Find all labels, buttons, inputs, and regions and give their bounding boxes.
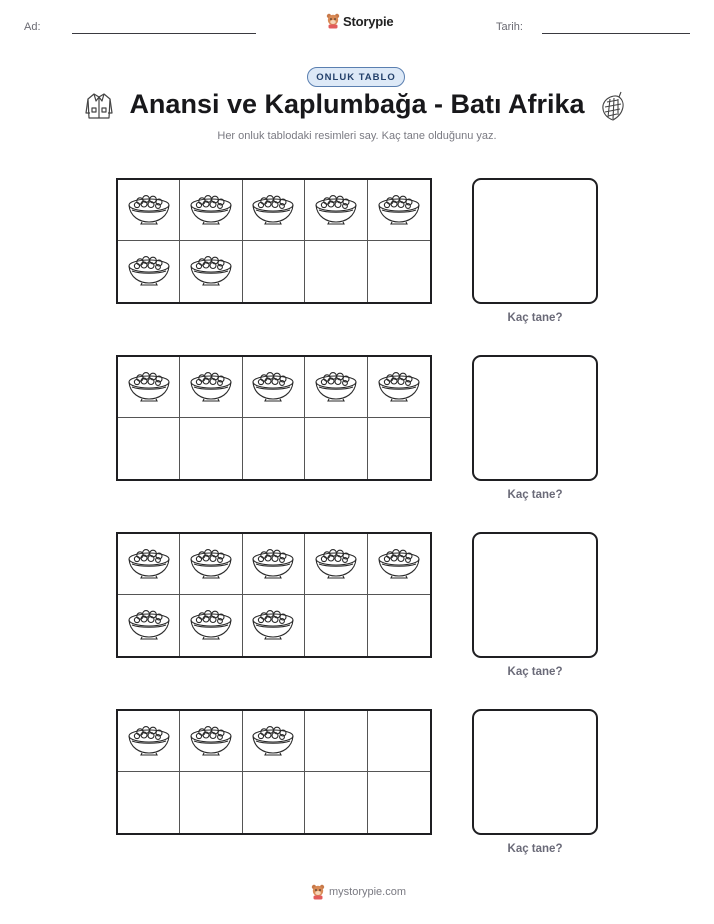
ten-frame-cell (118, 180, 180, 241)
bowl-of-food-icon (250, 191, 296, 230)
ten-frame-cell (243, 711, 305, 772)
date-label: Tarih: (496, 21, 523, 33)
bowl-of-food-icon (376, 191, 422, 230)
ten-frame-cell (305, 534, 367, 595)
worksheet-type-badge: ONLUK TABLO (307, 67, 405, 87)
bowl-of-food-icon (126, 545, 172, 584)
bowl-of-food-icon (188, 545, 234, 584)
ten-frame-cell (243, 418, 305, 479)
bear-mascot-icon (326, 13, 340, 29)
answer-box[interactable] (472, 178, 598, 304)
bowl-of-food-icon (126, 606, 172, 645)
bowl-of-food-icon (126, 191, 172, 230)
ten-frame-cell (368, 418, 430, 479)
ten-frame (116, 178, 432, 304)
ten-frame-cell (243, 357, 305, 418)
name-label: Ad: (24, 21, 41, 33)
bowl-of-food-icon (126, 368, 172, 407)
bowl-of-food-icon (376, 545, 422, 584)
ten-frame-cell (118, 357, 180, 418)
ten-frame-cell (243, 595, 305, 656)
ten-frame-cell (305, 418, 367, 479)
date-field[interactable] (542, 33, 690, 34)
ten-frame-cell (305, 180, 367, 241)
ten-frame-cell (180, 180, 242, 241)
pinecone-icon (598, 90, 628, 122)
brand-logo (326, 13, 393, 29)
ten-frame-cell (368, 534, 430, 595)
bowl-of-food-icon (188, 606, 234, 645)
bowl-of-food-icon (313, 545, 359, 584)
answer-prompt: Kaç tane? (507, 666, 563, 678)
bowl-of-food-icon (376, 368, 422, 407)
ten-frame-cell (368, 241, 430, 302)
name-field[interactable] (72, 33, 256, 34)
ten-frame (116, 532, 432, 658)
answer-prompt: Kaç tane? (507, 843, 563, 855)
answer-box[interactable] (472, 355, 598, 481)
answer-prompt: Kaç tane? (507, 312, 563, 324)
ten-frame-cell (118, 772, 180, 833)
ten-frame-cell (368, 772, 430, 833)
bowl-of-food-icon (313, 368, 359, 407)
bowl-of-food-icon (250, 606, 296, 645)
footer (311, 884, 406, 900)
ten-frame-cell (118, 534, 180, 595)
ten-frame-cell (243, 534, 305, 595)
answer-prompt: Kaç tane? (507, 489, 563, 501)
ten-frame-cell (180, 534, 242, 595)
ten-frame-cell (118, 418, 180, 479)
ten-frame-cell (368, 595, 430, 656)
ten-frame-cell (180, 711, 242, 772)
bear-mascot-icon (311, 884, 325, 900)
bowl-of-food-icon (188, 368, 234, 407)
ten-frame-cell (305, 241, 367, 302)
bowl-of-food-icon (250, 722, 296, 761)
bowl-of-food-icon (313, 191, 359, 230)
ten-frame-cell (305, 711, 367, 772)
page-title: Anansi ve Kaplumbağa - Batı Afrika (129, 89, 585, 119)
ten-frame-cell (305, 772, 367, 833)
answer-box[interactable] (472, 709, 598, 835)
ten-frame-cell (368, 180, 430, 241)
ten-frame-cell (118, 711, 180, 772)
ten-frame-cell (118, 595, 180, 656)
ten-frame-cell (368, 711, 430, 772)
ten-frame-cell (368, 357, 430, 418)
ten-frame-cell (180, 595, 242, 656)
ten-frame-cell (180, 357, 242, 418)
ten-frame-cell (180, 772, 242, 833)
bowl-of-food-icon (188, 252, 234, 291)
answer-box[interactable] (472, 532, 598, 658)
bowl-of-food-icon (126, 252, 172, 291)
ten-frame (116, 355, 432, 481)
bowl-of-food-icon (188, 191, 234, 230)
ten-frame-cell (305, 357, 367, 418)
footer-url: mystorypie.com (329, 886, 407, 898)
ten-frame (116, 709, 432, 835)
ten-frame-cell (118, 241, 180, 302)
bowl-of-food-icon (126, 722, 172, 761)
bowl-of-food-icon (250, 368, 296, 407)
bowl-of-food-icon (188, 722, 234, 761)
ten-frame-cell (180, 418, 242, 479)
bowl-of-food-icon (250, 545, 296, 584)
ten-frame-cell (305, 595, 367, 656)
ten-frame-cell (243, 180, 305, 241)
ten-frame-cell (180, 241, 242, 302)
brand-name: Storypie (343, 13, 394, 29)
instructions: Her onluk tablodaki resimleri say. Kaç tane olduğunu yaz. (217, 130, 497, 142)
ten-frame-cell (243, 241, 305, 302)
ten-frame-cell (243, 772, 305, 833)
